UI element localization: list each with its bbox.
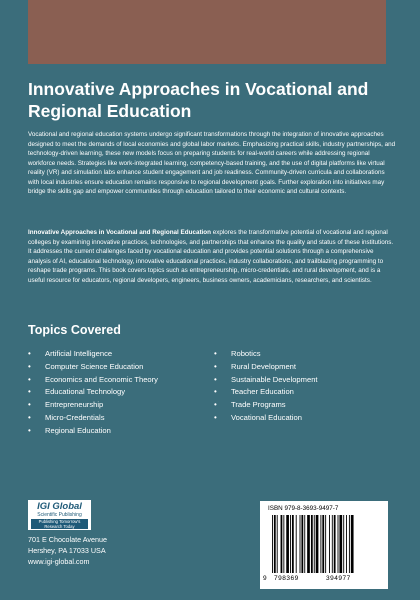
topic-item	[28, 386, 158, 399]
barcode-stripe	[343, 515, 344, 573]
topic-label: Educational Technology	[45, 387, 126, 397]
barcode-stripe	[329, 515, 330, 573]
bullet-icon: •	[214, 400, 217, 410]
topic-item	[28, 399, 158, 412]
barcode-stripe	[334, 515, 336, 573]
isbn-barcode	[260, 501, 388, 589]
barcode-stripe	[307, 515, 310, 573]
barcode-stripe	[349, 515, 350, 573]
topic-label: Robotics	[231, 349, 261, 358]
description-paragraph-2-text: explores the transformative potential of vocational and regional colleges by examining innovative practices, technologies, and partnerships that enhance the quality and status of these institutions. It addresses the current challenges faced by vocational education and provides potential solutions through a comprehensive analysis of AI, educational technology, innovative educational practices, industry collaborations, and trailblazing programming to reshape trade programs. This book covers topics such as entrepreneurship, micro-credentials, and rural development, and is a useful resource for educators, regional developers, engineers, business owners, academicians, researchers, and scientists.	[28, 229, 394, 284]
barcode-stripe	[277, 515, 278, 573]
topic-item	[28, 348, 158, 361]
bullet-icon: •	[214, 387, 217, 397]
description-paragraph-2	[28, 228, 396, 285]
barcode-stripe	[314, 515, 315, 573]
bullet-icon: •	[214, 374, 217, 384]
topic-label: Entrepreneurship	[45, 400, 104, 410]
topic-label: Teacher Education	[231, 387, 294, 397]
topics-list-left	[28, 348, 158, 438]
barcode-stripe	[322, 515, 324, 573]
cover-color-block	[28, 0, 386, 64]
topic-item	[214, 348, 318, 361]
bullet-icon: •	[28, 400, 31, 410]
address-city: Hershey, PA 17033 USA	[28, 546, 106, 555]
barcode-stripe	[316, 515, 319, 573]
barcode-stripe	[304, 515, 305, 573]
logo-name: IGI Global	[37, 501, 82, 512]
barcode-stripe	[274, 515, 276, 573]
logo-tagline: Publishing Tomorrow's Research Today	[31, 519, 88, 529]
topic-label: Economics and Economic Theory	[45, 374, 158, 384]
topic-item	[214, 361, 318, 374]
barcode-stripe	[339, 515, 342, 573]
bullet-icon: •	[214, 412, 217, 422]
publisher-website: www.igi-global.com	[28, 557, 90, 566]
topic-item	[28, 361, 158, 374]
barcode-digit-first: 9	[263, 575, 267, 582]
topics-heading: Topics Covered	[28, 323, 121, 337]
topic-label: Trade Programs	[231, 400, 286, 410]
bullet-icon: •	[28, 387, 31, 397]
barcode-stripe	[332, 515, 333, 573]
book-title: Innovative Approaches in Vocational and Regional Education	[28, 79, 369, 121]
topic-item	[28, 374, 158, 387]
topic-label: Regional Education	[45, 425, 111, 435]
isbn-number: ISBN 979-8-3693-9497-7	[268, 505, 339, 512]
bullet-icon: •	[28, 361, 31, 371]
barcode-stripe	[283, 515, 284, 573]
topic-item	[28, 425, 158, 438]
logo-subtitle: Scientific Publishing	[37, 512, 82, 518]
barcode-stripe	[286, 515, 289, 573]
bullet-icon: •	[28, 349, 31, 358]
bullet-icon: •	[28, 412, 31, 422]
barcode-stripe	[351, 515, 354, 573]
bullet-icon: •	[214, 349, 217, 358]
topic-item	[214, 374, 318, 387]
topic-label: Artificial Intelligence	[45, 349, 113, 358]
topic-label: Computer Science Education	[45, 361, 144, 371]
address-street: 701 E Chocolate Avenue	[28, 535, 107, 544]
barcode-stripe	[301, 515, 303, 573]
topic-label: Sustainable Development	[231, 374, 318, 384]
topic-item	[28, 412, 158, 425]
topic-item	[214, 399, 318, 412]
barcode-stripe	[320, 515, 321, 573]
publisher-logo	[28, 500, 91, 530]
bullet-icon: •	[214, 361, 217, 371]
barcode-stripe	[272, 515, 273, 573]
topics-list-right	[214, 348, 318, 425]
barcode-stripe	[311, 515, 313, 573]
description-paragraph-1: Vocational and regional education systems undergo significant transformations through the integration of innovative approaches designed to meet the demands of local economies and global labor markets. Emphasizing practical skills, industry partnerships, and technology-driven learning, these new models focus on preparing students for real-world careers while addressing regional workforce needs. Strategies like work-integrated learning, competency-based training, and the use of digital platforms like virtual reality (VR) and simulation labs enhance student engagement and job readiness. Community-driven curricula and collaborations with local industries ensure education remains responsive to regional development goals. Further exploration into initiatives may bridge the skills gap and empower communities through education tailored to their economic and cultural contexts.	[28, 131, 396, 195]
description-book-title: Innovative Approaches in Vocational and Regional Education	[28, 229, 211, 236]
bullet-icon: •	[28, 425, 31, 435]
barcode-stripe	[338, 515, 339, 573]
barcode-stripe	[346, 515, 347, 573]
barcode-stripe	[292, 515, 294, 573]
topic-label: Rural Development	[231, 361, 296, 371]
barcode-digits-left: 798369	[274, 575, 299, 582]
barcode-stripe	[290, 515, 291, 573]
topic-label: Micro-Credentials	[45, 412, 105, 422]
barcode-bars	[268, 515, 380, 573]
barcode-digits-right: 394977	[326, 575, 351, 582]
barcode-stripe	[281, 515, 283, 573]
barcode-stripe	[300, 515, 301, 573]
topic-item	[214, 386, 318, 399]
topic-item	[214, 412, 318, 425]
barcode-stripe	[325, 515, 326, 573]
bullet-icon: •	[28, 374, 31, 384]
barcode-stripe	[296, 515, 297, 573]
topic-label: Vocational Education	[231, 412, 302, 422]
